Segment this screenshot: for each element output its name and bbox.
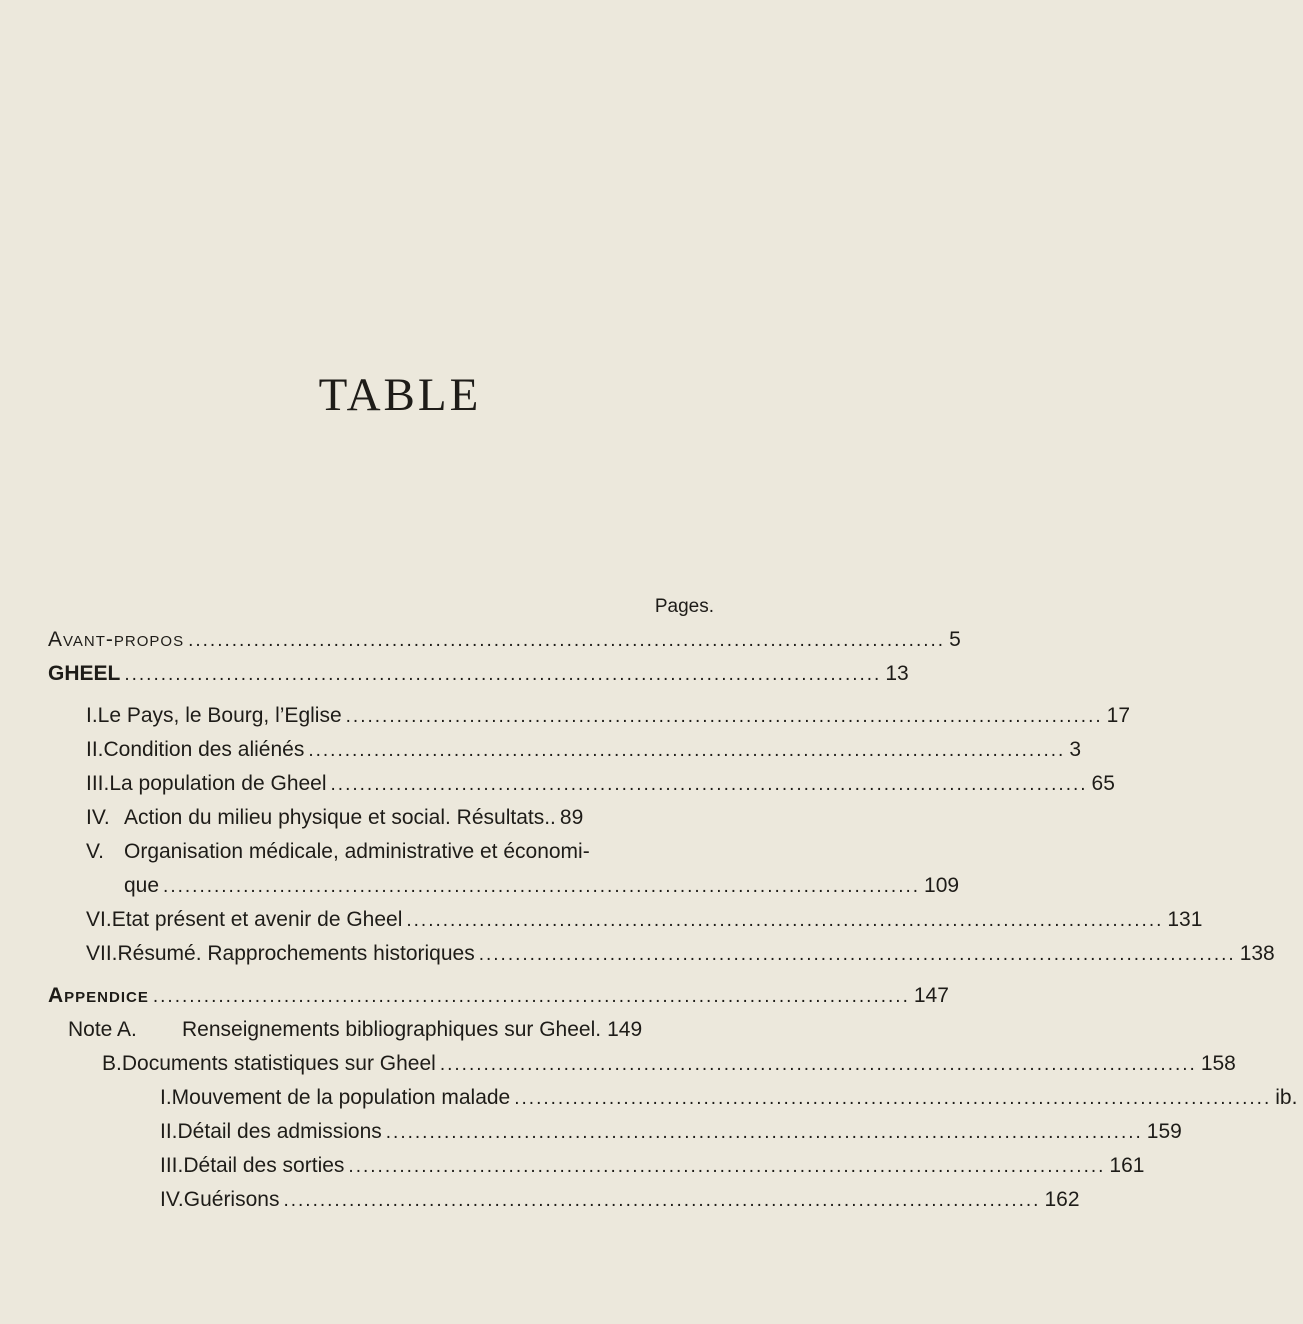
toc-entry [86,806,710,830]
toc-entry-page: 13 [885,662,909,685]
dot-leader: ........................................................................................................ [188,630,946,651]
toc-entry-title: Documents statistiques sur Gheel [121,1052,436,1075]
toc-entry-page: 159 [1146,1120,1182,1143]
toc-entry [160,1120,1182,1144]
dot-leader: ........................................................................................................ [439,1054,1197,1075]
toc-entry [86,942,1275,966]
toc-entry-page: 5 [949,628,961,651]
dot-leader: ........................................................................................................ [152,986,910,1007]
toc-entry [86,840,710,864]
toc-entry-title: Guérisons [183,1188,280,1211]
toc-entry [86,772,1115,796]
toc-entry-number: V. [86,840,104,863]
toc-entry-title: Appendice [48,984,149,1007]
toc-entry [86,704,1130,728]
toc-entry-page: 138 [1239,942,1275,965]
toc-entry [102,1052,1236,1076]
toc-entry-page: 65 [1091,772,1115,795]
dot-leader: ........................................................................................................ [514,1088,1272,1109]
toc-entry-page: 17 [1106,704,1130,727]
toc-entry-title: La population de Gheel [109,772,327,795]
toc-entry-page: 3 [1069,738,1082,761]
toc-entry-title: Action du milieu physique et social. Résultats.. [124,806,556,829]
toc-entry [160,1154,1145,1178]
toc-entry-page: 147 [913,984,949,1007]
toc-entry-number: II. [86,738,104,761]
toc-entry [160,1086,1298,1110]
toc-entry-number: VI. [86,908,112,931]
pages-column-label: Pages. [654,596,714,617]
toc-entry-page: 161 [1109,1154,1145,1177]
toc-entry-number: I. [160,1086,172,1109]
dot-leader: ........................................................................................................ [283,1190,1041,1211]
toc-entry [48,628,961,652]
toc-entry-page: 131 [1167,908,1203,931]
toc-entry-number: IV. [160,1188,184,1211]
toc-entry-title: Renseignements bibliographiques sur Gheel. [182,1018,602,1041]
toc-entry-title: Etat présent et avenir de Gheel [111,908,403,931]
toc-entry-title: Organisation médicale, administrative et économi- [124,840,590,863]
dot-leader: ........................................................................................................ [385,1122,1143,1143]
dot-leader: ........................................................................................................ [348,1156,1106,1177]
toc-entry-number: Note A. [68,1018,137,1041]
toc-entry-title: Le Pays, le Bourg, l’Eglise [97,704,342,727]
toc-entry [124,874,960,898]
toc-entry-page: 158 [1200,1052,1236,1075]
dot-leader: ........................................................................................................ [345,706,1103,727]
toc-entry-number: IV. [86,806,110,829]
toc-entry-number: VII. [86,942,118,965]
toc-entry-number: B. [102,1052,122,1075]
page-title: TABLE [318,369,482,421]
toc-entry-number: III. [86,772,110,795]
toc-entry-title: Avant-propos [48,628,185,651]
dot-leader: ........................................................................................................ [124,664,882,685]
dot-leader: ........................................................................................................ [478,944,1236,965]
toc-entry-title: Résumé. Rapprochements historiques [117,942,475,965]
toc-entry [68,1018,710,1042]
toc-entry [86,738,1082,762]
dot-leader: ........................................................................................................ [308,740,1066,761]
toc-entry-page: 149 [607,1018,643,1041]
toc-entry [48,984,949,1008]
toc-entry-page: 89 [559,806,584,829]
dot-leader: ........................................................................................................ [163,876,921,897]
toc-entry-title: Mouvement de la population malade [171,1086,511,1109]
toc-entry [160,1188,1080,1212]
toc-entry-number: II. [160,1120,178,1143]
toc-entry-title: Condition des aliénés [103,738,305,761]
toc-entry-number: I. [86,704,98,727]
toc-entry-page: ib. [1275,1086,1298,1109]
toc-entry [86,908,1203,932]
toc-entry-title: GHEEL [48,662,121,685]
toc-entry-title: que [124,874,160,897]
dot-leader: ........................................................................................................ [406,910,1164,931]
toc-entry-title: Détail des sorties [183,1154,345,1177]
toc-entry [48,662,909,686]
toc-entry-number: III. [160,1154,184,1177]
toc-entry-page: 109 [924,874,960,897]
dot-leader: ........................................................................................................ [330,774,1088,795]
toc-entry-page: 162 [1044,1188,1080,1211]
toc-entry-title: Détail des admissions [177,1120,382,1143]
